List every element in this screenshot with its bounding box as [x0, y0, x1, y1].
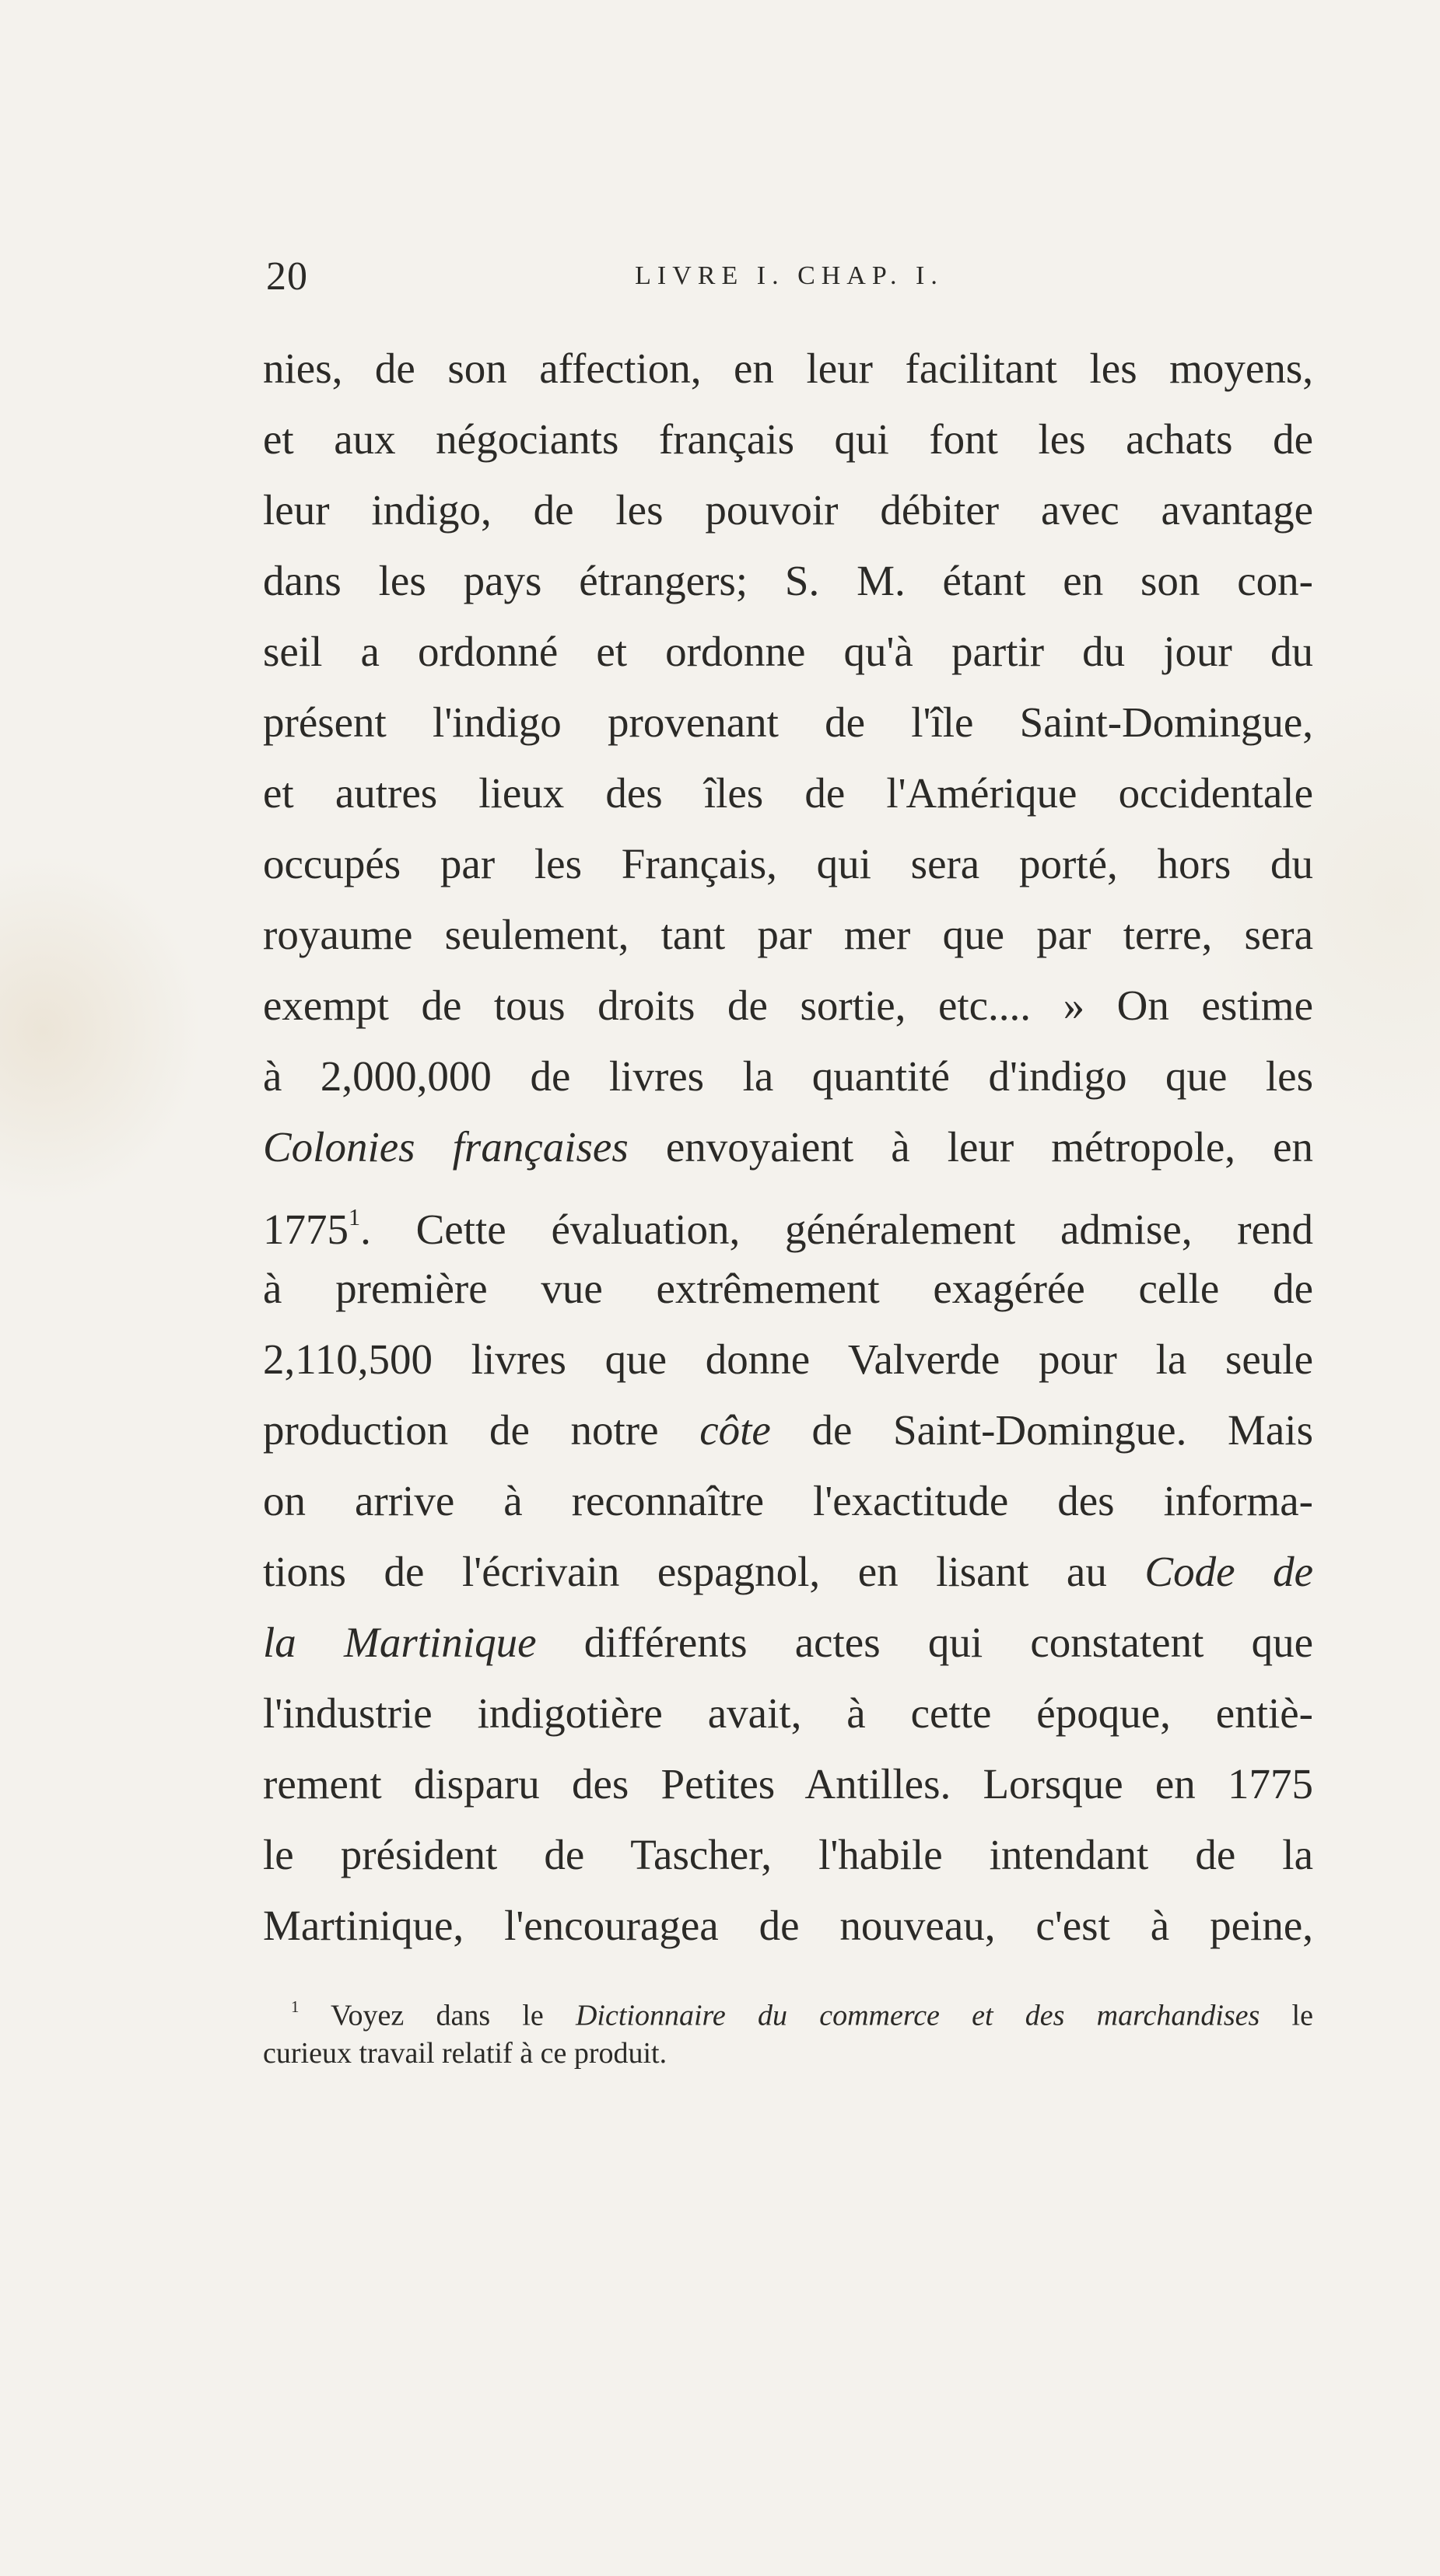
text-segment: on arrive à reconnaître l'exactitude des informa- [263, 1477, 1313, 1524]
text-segment: production de notre [263, 1406, 700, 1454]
page-header [266, 249, 1312, 311]
text-segment: dans les pays étrangers; S. M. étant en son con- [263, 557, 1313, 604]
text-line [263, 1536, 1313, 1607]
text-segment: présent l'indigo provenant de l'île Saint-Domingue, [263, 698, 1313, 746]
text-line [263, 687, 1313, 758]
footnote-marker: 1 [291, 1997, 300, 2016]
text-line [263, 1324, 1313, 1395]
footnote-line [263, 2030, 1313, 2077]
text-line [263, 1041, 1313, 1111]
text-segment: 1775 [263, 1206, 349, 1254]
text-segment: l'industrie indigotière avait, à cette époque, entiè- [263, 1689, 1313, 1737]
text-line [263, 1395, 1313, 1465]
text-line [263, 899, 1313, 970]
running-title: LIVRE I. CHAP. I. [635, 261, 944, 290]
text-segment: de Saint-Domingue. Mais [770, 1406, 1313, 1454]
text-segment: le [1260, 1999, 1313, 2032]
text-line [263, 545, 1313, 616]
text-segment: Martinique, l'encouragea de nouveau, c'est à peine, [263, 1902, 1313, 1949]
text-segment: Voyez dans le [299, 1999, 576, 2032]
text-line [263, 404, 1313, 474]
footnote-marker: 1 [349, 1204, 361, 1230]
footnote-line [263, 1983, 1313, 2030]
text-segment: tions de l'écrivain espagnol, en lisant au [263, 1548, 1145, 1595]
italic-text: la Martinique [263, 1619, 537, 1666]
text-segment: seil a ordonné et ordonne qu'à partir du jour du [263, 628, 1313, 675]
text-segment: 2,110,500 livres que donne Valverde pour la seule [263, 1335, 1313, 1383]
italic-text: côte [699, 1406, 771, 1454]
italic-text: Colonies françaises [263, 1123, 629, 1171]
page-number: 20 [266, 254, 308, 299]
text-line [263, 1465, 1313, 1536]
text-line [263, 1819, 1313, 1890]
text-segment: curieux travail relatif à ce produit. [263, 2037, 667, 2070]
text-line [263, 970, 1313, 1041]
text-line [263, 1253, 1313, 1324]
text-segment: rement disparu des Petites Antilles. Lorsque en 1775 [263, 1760, 1313, 1808]
text-line [263, 333, 1313, 404]
text-line [263, 616, 1313, 687]
text-line [263, 1182, 1313, 1253]
footnote [263, 1983, 1313, 2077]
text-segment: à première vue extrêmement exagérée celle de [263, 1265, 1313, 1312]
text-segment: nies, de son affection, en leur facilitant les moyens, [263, 345, 1313, 392]
text-line [263, 828, 1313, 899]
text-line [263, 474, 1313, 545]
body-text [263, 333, 1313, 1961]
text-segment: leur indigo, de les pouvoir débiter avec avantage [263, 486, 1313, 534]
text-line [263, 1607, 1313, 1678]
text-segment: exempt de tous droits de sortie, etc.... » On estime [263, 982, 1313, 1029]
text-segment: et autres lieux des îles de l'Amérique occidentale [263, 769, 1313, 817]
italic-text: Code de [1144, 1548, 1313, 1595]
text-segment: envoyaient à leur métropole, en [628, 1123, 1313, 1171]
text-line [263, 1111, 1313, 1182]
text-segment: royaume seulement, tant par mer que par terre, sera [263, 911, 1313, 958]
text-segment: différents actes qui constatent que [536, 1619, 1313, 1666]
italic-text: Dictionnaire du commerce et des marchandises [575, 1999, 1260, 2032]
text-line [263, 1890, 1313, 1961]
text-segment: et aux négociants français qui font les achats de [263, 415, 1313, 463]
text-segment: à 2,000,000 de livres la quantité d'indigo que les [263, 1052, 1313, 1100]
text-line [263, 1748, 1313, 1819]
text-line [263, 1678, 1313, 1748]
text-segment: le président de Tascher, l'habile intendant de la [263, 1831, 1313, 1878]
text-line [263, 758, 1313, 828]
text-segment: . Cette évaluation, généralement admise, rend [360, 1206, 1313, 1254]
text-segment: occupés par les Français, qui sera porté, hors du [263, 840, 1313, 887]
